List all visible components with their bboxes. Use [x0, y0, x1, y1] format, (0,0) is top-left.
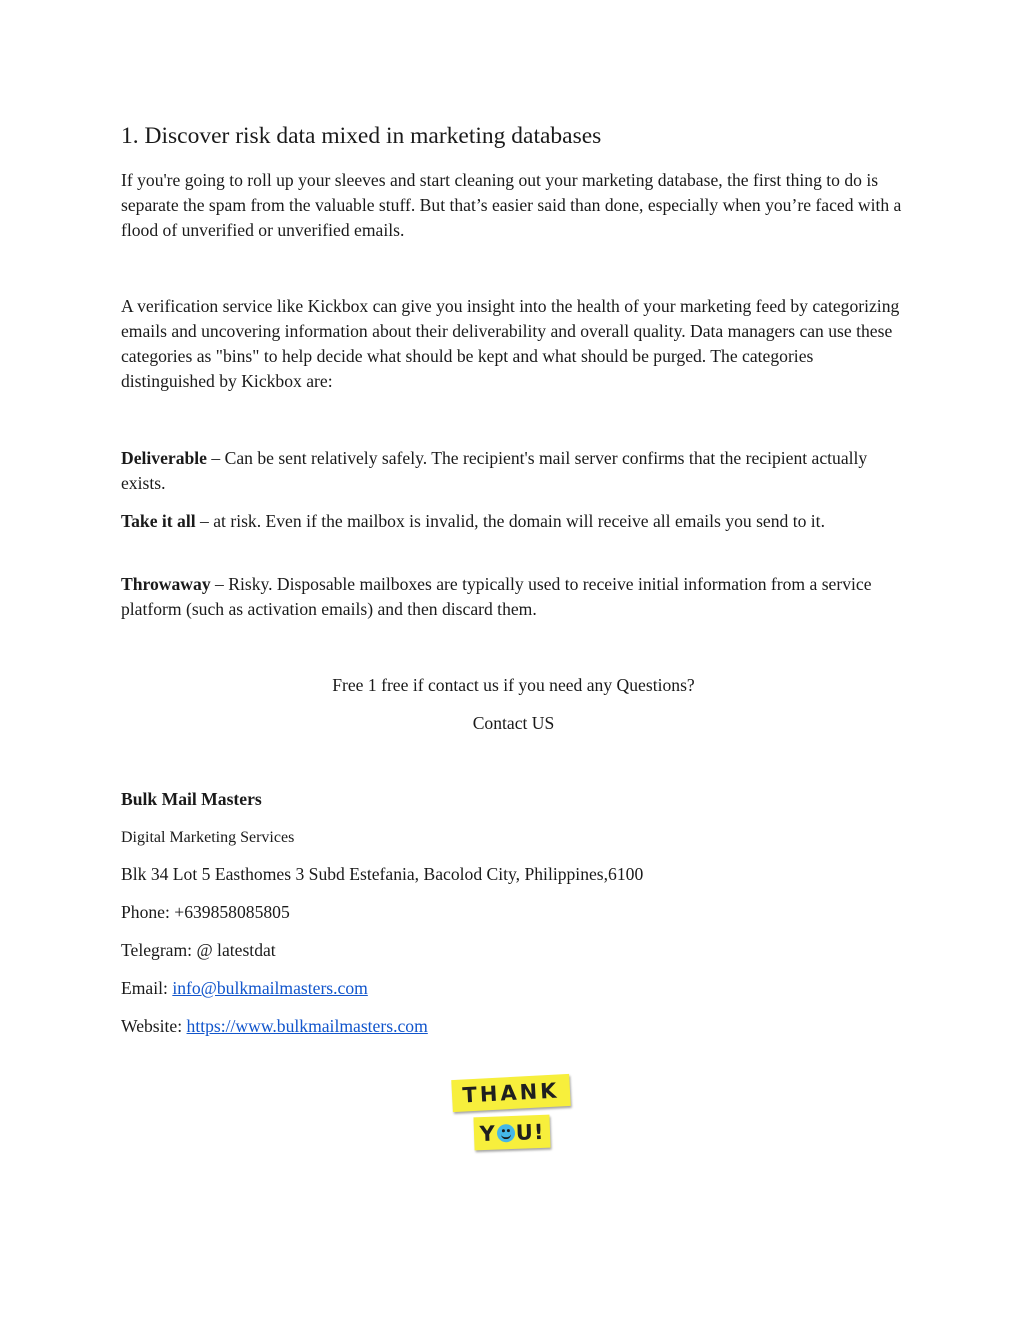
website-link[interactable]: https://www.bulkmailmasters.com: [186, 1016, 428, 1036]
category-take-it-all: [121, 509, 906, 534]
smiley-icon: [496, 1123, 515, 1142]
contact-question: Free 1 free if contact us if you need any Questions?: [332, 675, 695, 695]
contact-us-text: Contact US: [472, 713, 555, 733]
you-text-right: U!: [515, 1119, 545, 1145]
category-deliverable: [121, 446, 906, 496]
category-term: Deliverable: [121, 448, 207, 468]
you-sticky-note: [473, 1115, 550, 1151]
company-email: [121, 976, 368, 1001]
company-tagline: Digital Marketing Services: [121, 829, 295, 846]
company-name: Bulk Mail Masters: [121, 789, 262, 809]
thank-you-image: [450, 1075, 580, 1155]
company-phone: Phone: +639858085805: [121, 902, 290, 922]
you-text-left: Y: [479, 1121, 497, 1146]
email-link[interactable]: info@bulkmailmasters.com: [172, 978, 368, 998]
email-label: Email:: [121, 978, 173, 998]
company-website: [121, 1014, 428, 1039]
category-term: Take it all: [121, 511, 196, 531]
category-description: – at risk. Even if the mailbox is invalid, the domain will receive all emails you send to it.: [195, 511, 825, 531]
category-term: Throwaway: [121, 574, 211, 594]
category-description: – Can be sent relatively safely. The recipient's mail server confirms that the recipient actually exists.: [121, 448, 868, 493]
category-throwaway: [121, 572, 906, 622]
thank-sticky-note: [451, 1074, 571, 1112]
verification-paragraph: A verification service like Kickbox can give you insight into the health of your marketing feed by categorizing emails and uncovering information about their deliverability and overall quality. Data managers can use these categories as "bins" to help decide what should be kept and what should be purged. The categories distinguished by Kickbox are:: [121, 296, 900, 391]
company-telegram: Telegram: @ latestdat: [121, 940, 276, 960]
section-heading: 1. Discover risk data mixed in marketing databases: [121, 123, 602, 149]
company-address: Blk 34 Lot 5 Easthomes 3 Subd Estefania, Bacolod City, Philippines,6100: [121, 864, 644, 884]
website-label: Website:: [121, 1016, 187, 1036]
category-description: – Risky. Disposable mailboxes are typically used to receive initial information from a service platform (such as activation emails) and then discard them.: [121, 574, 872, 619]
intro-paragraph: If you're going to roll up your sleeves and start cleaning out your marketing database, the first thing to do is separate the spam from the valuable stuff. But that’s easier said than done, especially when you’re faced with a flood of unverified or unverified emails.: [121, 170, 902, 240]
thank-text: THANK: [461, 1078, 561, 1108]
